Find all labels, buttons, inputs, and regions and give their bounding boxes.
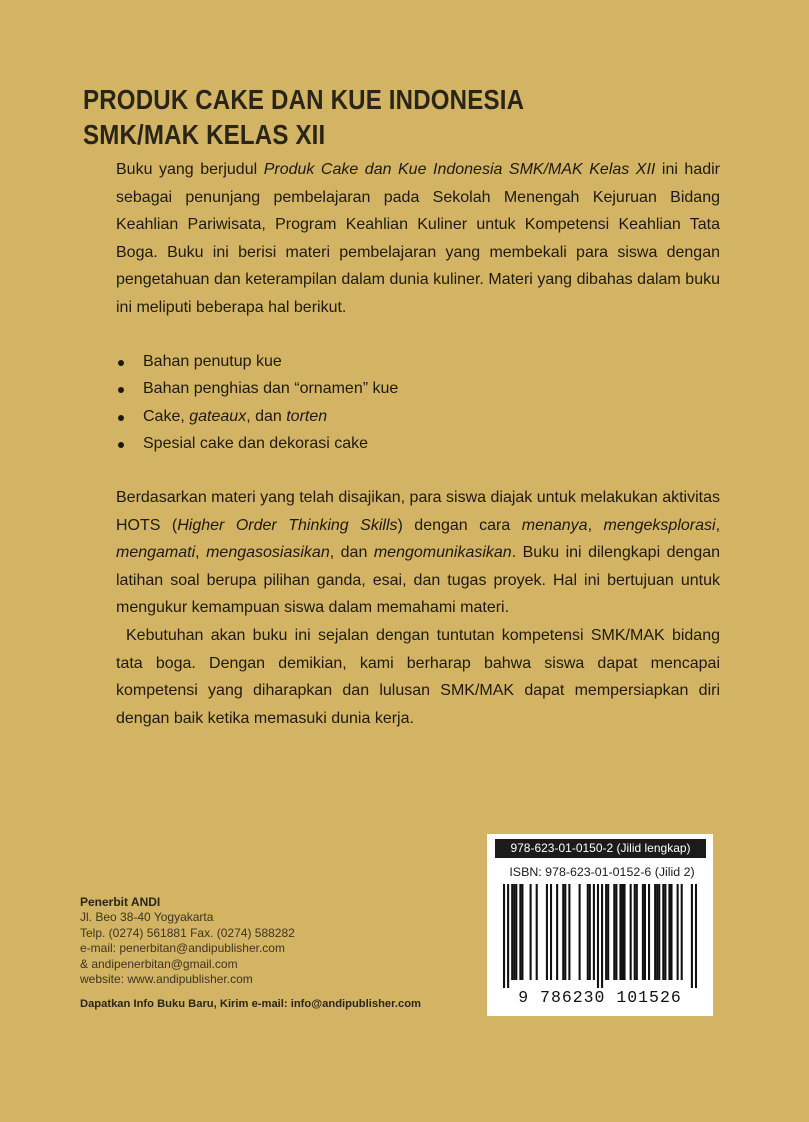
description <box>116 156 720 732</box>
para-text: Berdasarkan materi yang telah disajikan, para siswa diajak untuk melakukan aktivitas HOTS ( <box>116 488 720 534</box>
barcode-bar <box>670 884 672 980</box>
barcode-bar <box>564 884 566 980</box>
publisher-email-alt: & andipenerbitan@gmail.com <box>80 956 238 971</box>
barcode-bar <box>511 884 513 980</box>
title-line-1: PRODUK CAKE DAN KUE INDONESIA <box>83 84 525 115</box>
barcode-bar <box>568 884 570 980</box>
barcode-bar <box>597 884 599 988</box>
barcode-bar <box>677 884 679 980</box>
barcode-bar <box>623 884 625 980</box>
barcode-bar <box>513 884 515 980</box>
para-text: , <box>587 516 604 534</box>
topic-item: Bahan penutup kue <box>116 348 720 376</box>
publisher-email: e-mail: penerbitan@andipublisher.com <box>80 941 285 956</box>
barcode-bar <box>695 884 697 988</box>
barcode-bar <box>691 884 693 988</box>
barcode-bar <box>503 884 505 988</box>
isbn-barcode-box <box>487 834 713 1016</box>
barcode-bar <box>605 884 607 980</box>
para-text: . Buku ini dilengkapi dengan latihan soal berupa pilihan ganda, esai, dan tugas proyek. Hal ini bertujuan untuk mengukur kemampuan siswa dalam memahami materi. <box>116 544 721 617</box>
barcode-bar <box>562 884 564 980</box>
topic-text: , dan <box>246 407 287 425</box>
barcode-bar <box>593 884 595 980</box>
barcode-bar <box>601 884 603 988</box>
topic-item <box>116 403 720 431</box>
barcode-bar <box>589 884 591 980</box>
barcode-bar <box>587 884 589 980</box>
topic-list <box>116 348 720 458</box>
barcode-icon <box>503 884 697 988</box>
barcode-bar <box>656 884 658 980</box>
title-line-2: SMK/MAK KELAS XII <box>83 119 326 150</box>
para-text: , <box>715 516 721 534</box>
publisher-name: Penerbit ANDI <box>80 895 161 909</box>
intro-paragraph <box>116 156 720 322</box>
barcode-bar <box>654 884 656 980</box>
barcode-bar <box>613 884 615 980</box>
para-text: Higher Order Thinking Skills <box>177 516 398 534</box>
para-text: mengomunikasikan <box>373 544 512 562</box>
barcode-bar <box>619 884 621 980</box>
intro-text-post: ini hadir sebagai penunjang pembelajaran pada Sekolah Menengah Kejuruan Bidang Keahlian Pariwisata, Program Keahlian Kuliner untuk Kompetensi Keahlian Tata Boga. Buku ini berisi materi pembelajaran yang membekali para siswa dengan pengetahuan dan keterampilan dalam dunia kuliner. Materi yang dibahas dalam buku ini meliputi beberapa hal berikut. <box>116 161 720 316</box>
barcode-digits: 9 786230 101526 <box>518 988 682 1007</box>
barcode-bar <box>550 884 552 980</box>
barcode-bar <box>607 884 609 980</box>
barcode-bar <box>630 884 632 980</box>
intro-book-title: Produk Cake dan Kue Indonesia SMK/MAK Kelas XII <box>263 161 656 178</box>
conclusion-paragraph: Kebutuhan akan buku ini sejalan dengan tuntutan kompetensi SMK/MAK bidang tata boga. Dengan demikian, kami berharap bahwa siswa dapat mencapai kompetensi yang diharapkan dan lulusan SMK/MAK dapat mempersiapkan diri dengan baik ketika memasuki dunia kerja. <box>116 626 720 727</box>
para-text: ) dengan cara <box>397 516 522 534</box>
barcode-bar <box>658 884 660 980</box>
barcode-bar <box>546 884 548 980</box>
barcode-bar <box>515 884 517 980</box>
barcode-bar <box>579 884 581 980</box>
barcode-bar <box>662 884 664 980</box>
topic-text: torten <box>286 407 328 425</box>
barcode-bar <box>636 884 638 980</box>
barcode-bar <box>664 884 666 980</box>
barcode-bar <box>507 884 509 988</box>
barcode-bar <box>530 884 532 980</box>
para-text: mengamati <box>116 544 196 562</box>
footer-note: Dapatkan Info Buku Baru, Kirim e-mail: info@andipublisher.com <box>80 998 421 1010</box>
isbn-set-label: 978-623-01-0150-2 (Jilid lengkap) <box>495 839 706 858</box>
isbn-volume-label: ISBN: 978-623-01-0152-6 (Jilid 2) <box>509 865 695 879</box>
para-text: mengasosiasikan <box>206 544 330 562</box>
barcode-bar <box>556 884 558 980</box>
hots-paragraph <box>116 484 720 622</box>
barcode-bar <box>681 884 683 980</box>
para-text: , dan <box>329 544 374 562</box>
barcode-bar <box>648 884 650 980</box>
book-title <box>83 82 633 152</box>
intro-text-pre: Buku yang berjudul <box>116 161 264 178</box>
barcode-bar <box>642 884 644 980</box>
para-text: mengeksplorasi <box>603 516 716 534</box>
barcode-bar <box>519 884 521 980</box>
barcode-bar <box>615 884 617 980</box>
barcode-bar <box>536 884 538 980</box>
topic-item: Spesial cake dan dekorasi cake <box>116 430 720 458</box>
publisher-website: website: www.andipublisher.com <box>80 972 253 987</box>
publisher-phone: Telp. (0274) 561881 Fax. (0274) 588282 <box>80 925 295 940</box>
para-text: menanya <box>521 516 588 534</box>
publisher-info <box>80 895 440 987</box>
topic-text: gateaux <box>189 407 247 425</box>
barcode-bar <box>621 884 623 980</box>
barcode-bar <box>668 884 670 980</box>
para-text: , <box>195 544 207 562</box>
topic-item: Bahan penghias dan “ornamen” kue <box>116 375 720 403</box>
barcode-bar <box>634 884 636 980</box>
barcode-bar <box>644 884 646 980</box>
barcode-bar <box>521 884 523 980</box>
publisher-address: Jl. Beo 38-40 Yogyakarta <box>80 910 214 925</box>
topic-text: Cake, <box>143 407 190 425</box>
